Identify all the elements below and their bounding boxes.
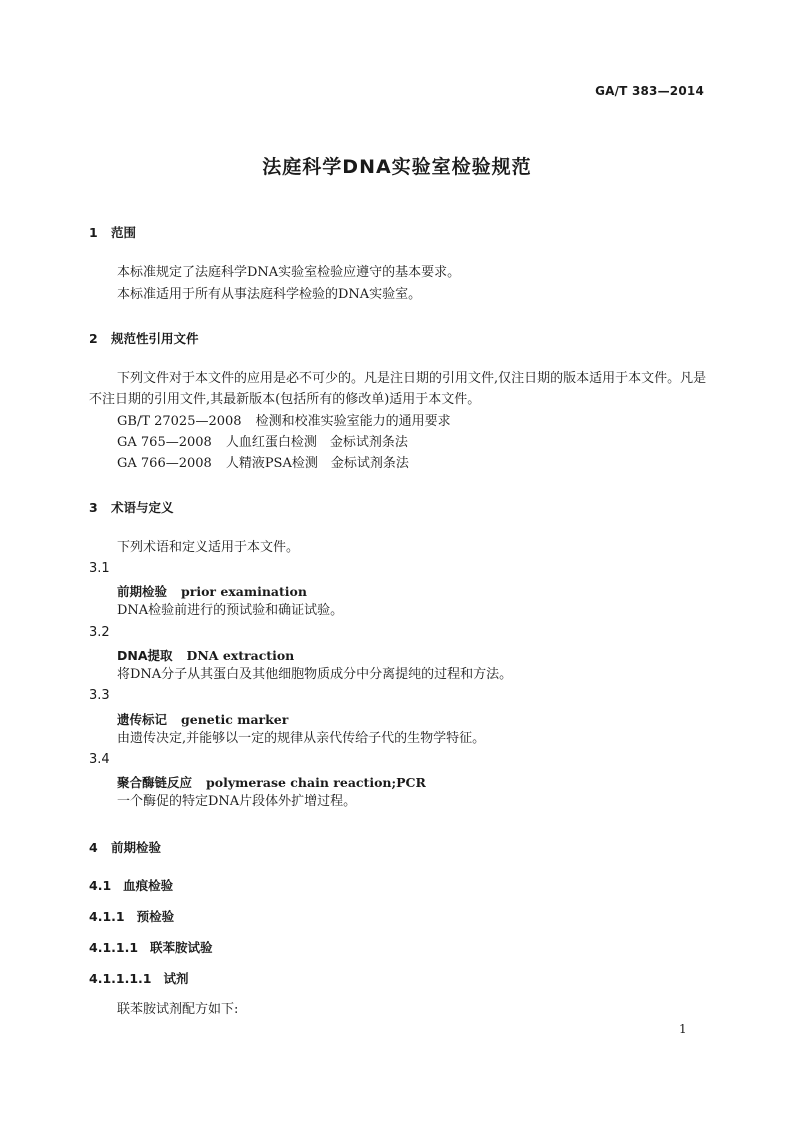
term-definition: 一个酶促的特定DNA片段体外扩增过程。 (117, 794, 357, 809)
term-number: 3.4 (89, 752, 110, 767)
reference-title: 人精液PSA检测 金标试剂条法 (225, 456, 409, 471)
reference-title: 人血红蛋白检测 金标试剂条法 (225, 435, 408, 450)
term-zh: 前期检验 (117, 584, 168, 599)
term-definition: 将DNA分子从其蛋白及其他细胞物质成分中分离提纯的过程和方法。 (117, 667, 513, 682)
term-heading (117, 582, 307, 600)
section-1-paragraph-1: 本标准规定了法庭科学DNA实验室检验应遵守的基本要求。 (117, 265, 461, 280)
section-2-intro: 下列文件对于本文件的应用是必不可少的。凡是注日期的引用文件,仅注日期的版本适用于本文件。凡是不注日期的引用文件,其最新版本(包括所有的修改单)适用于本文件。 (89, 371, 707, 407)
term-en: genetic marker (181, 712, 289, 727)
section-3-heading (89, 498, 174, 516)
reference-code: GB/T 27025—2008 (117, 414, 242, 429)
reference-code: GA 765—2008 (117, 435, 212, 450)
term-en: prior examination (181, 584, 307, 599)
section-2-heading (89, 329, 199, 347)
subsection-heading (89, 876, 173, 894)
subsection-number: 4.1 (89, 878, 112, 893)
subsection-heading (89, 907, 174, 925)
section-number: 1 (89, 225, 98, 240)
section-number: 4 (89, 840, 98, 855)
term-zh: 遗传标记 (117, 712, 168, 727)
reference-item (117, 411, 451, 432)
subsection-title: 预检验 (136, 909, 175, 924)
subsection-heading (89, 938, 213, 956)
section-1-paragraph-2: 本标准适用于所有从事法庭科学检验的DNA实验室。 (117, 287, 422, 302)
section-title: 术语与定义 (111, 500, 174, 515)
term-number: 3.2 (89, 625, 110, 640)
term-zh: 聚合酶链反应 (117, 775, 193, 790)
section-4-paragraph: 联苯胺试剂配方如下: (117, 1002, 239, 1017)
term-definition: 由遗传决定,并能够以一定的规律从亲代传给子代的生物学特征。 (117, 731, 486, 746)
term-definition: DNA检验前进行的预试验和确证试验。 (117, 603, 344, 618)
subsection-number: 4.1.1 (89, 909, 125, 924)
subsection-heading (89, 969, 189, 987)
section-number: 2 (89, 331, 98, 346)
section-4-heading (89, 838, 161, 856)
term-en: polymerase chain reaction;PCR (206, 775, 426, 790)
standard-code: GA/T 383—2014 (595, 84, 704, 98)
section-3-intro: 下列术语和定义适用于本文件。 (117, 540, 300, 555)
term-number: 3.3 (89, 688, 110, 703)
term-heading (117, 710, 288, 728)
subsection-title: 联苯胺试验 (150, 940, 213, 955)
section-number: 3 (89, 500, 98, 515)
subsection-title: 血痕检验 (123, 878, 174, 893)
document-title: 法庭科学DNA实验室检验规范 (262, 156, 532, 178)
section-title: 前期检验 (111, 840, 162, 855)
section-1-heading (89, 223, 136, 241)
term-zh: DNA提取 (117, 648, 173, 663)
subsection-title: 试剂 (163, 971, 189, 986)
reference-item (117, 432, 408, 453)
term-en: DNA extraction (186, 648, 295, 663)
section-title: 规范性引用文件 (111, 331, 199, 346)
section-title: 范围 (111, 225, 137, 240)
subsection-number: 4.1.1.1 (89, 940, 139, 955)
term-heading (117, 773, 426, 791)
reference-title: 检测和校准实验室能力的通用要求 (255, 414, 451, 429)
page-number: 1 (679, 1022, 687, 1036)
term-heading (117, 646, 294, 664)
reference-item (117, 453, 409, 474)
reference-code: GA 766—2008 (117, 456, 212, 471)
subsection-number: 4.1.1.1.1 (89, 971, 152, 986)
term-number: 3.1 (89, 561, 110, 576)
